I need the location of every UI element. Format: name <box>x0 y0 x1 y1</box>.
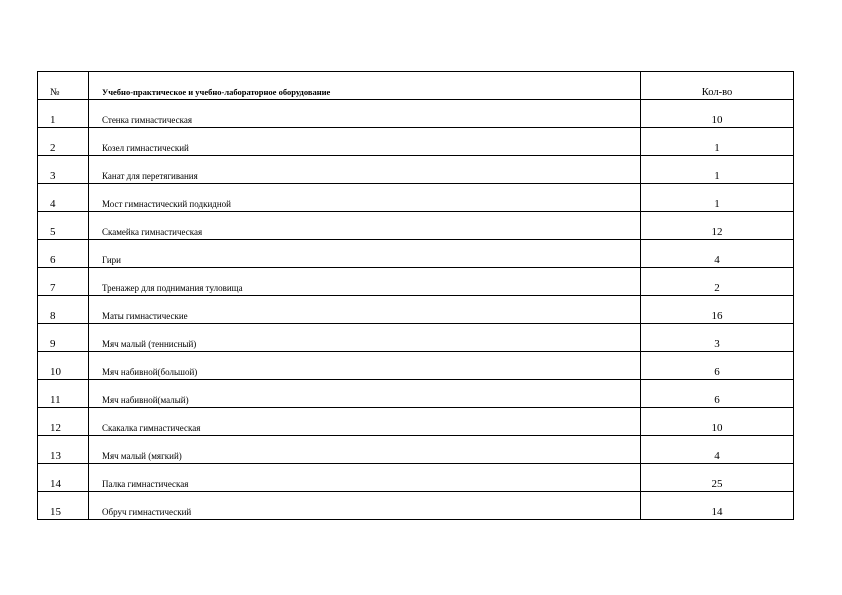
row-equipment-name: Стенка гимнастическая <box>89 100 641 128</box>
table-row <box>38 296 794 324</box>
table-row <box>38 156 794 184</box>
row-number: 3 <box>38 156 89 184</box>
row-number: 13 <box>38 436 89 464</box>
table-row <box>38 380 794 408</box>
row-number: 7 <box>38 268 89 296</box>
table-row <box>38 408 794 436</box>
header-quantity: Кол-во <box>641 72 794 100</box>
row-equipment-name: Гири <box>89 240 641 268</box>
row-equipment-name: Скамейка гимнастическая <box>89 212 641 240</box>
header-number: № <box>38 72 89 100</box>
table-row <box>38 100 794 128</box>
row-number: 14 <box>38 464 89 492</box>
row-equipment-name: Тренажер для поднимания туловища <box>89 268 641 296</box>
row-equipment-name: Мяч набивной(малый) <box>89 380 641 408</box>
row-number: 6 <box>38 240 89 268</box>
row-quantity: 16 <box>641 296 794 324</box>
row-number: 8 <box>38 296 89 324</box>
table-row <box>38 212 794 240</box>
row-equipment-name: Маты гимнастические <box>89 296 641 324</box>
row-number: 10 <box>38 352 89 380</box>
table-row <box>38 436 794 464</box>
row-quantity: 10 <box>641 100 794 128</box>
row-equipment-name: Мост гимнастический подкидной <box>89 184 641 212</box>
row-quantity: 3 <box>641 324 794 352</box>
row-quantity: 1 <box>641 184 794 212</box>
header-equipment: Учебно-практическое и учебно-лабораторное оборудование <box>89 72 641 100</box>
table-row <box>38 184 794 212</box>
row-quantity: 2 <box>641 268 794 296</box>
table-row <box>38 268 794 296</box>
row-number: 1 <box>38 100 89 128</box>
table-row <box>38 128 794 156</box>
table-row <box>38 464 794 492</box>
row-quantity: 4 <box>641 436 794 464</box>
table-row <box>38 240 794 268</box>
row-number: 5 <box>38 212 89 240</box>
row-quantity: 10 <box>641 408 794 436</box>
table-row <box>38 492 794 520</box>
row-equipment-name: Козел гимнастический <box>89 128 641 156</box>
row-number: 4 <box>38 184 89 212</box>
row-number: 2 <box>38 128 89 156</box>
row-number: 15 <box>38 492 89 520</box>
row-number: 12 <box>38 408 89 436</box>
row-equipment-name: Мяч малый (теннисный) <box>89 324 641 352</box>
row-quantity: 14 <box>641 492 794 520</box>
row-quantity: 4 <box>641 240 794 268</box>
row-quantity: 1 <box>641 128 794 156</box>
row-equipment-name: Канат для перетягивания <box>89 156 641 184</box>
row-equipment-name: Мяч малый (мягкий) <box>89 436 641 464</box>
row-quantity: 12 <box>641 212 794 240</box>
row-equipment-name: Обруч гимнастический <box>89 492 641 520</box>
row-equipment-name: Мяч набивной(большой) <box>89 352 641 380</box>
table-header-row <box>38 72 794 100</box>
row-quantity: 6 <box>641 352 794 380</box>
table-row <box>38 324 794 352</box>
row-equipment-name: Скакалка гимнастическая <box>89 408 641 436</box>
row-quantity: 25 <box>641 464 794 492</box>
row-quantity: 6 <box>641 380 794 408</box>
row-quantity: 1 <box>641 156 794 184</box>
row-equipment-name: Палка гимнастическая <box>89 464 641 492</box>
row-number: 11 <box>38 380 89 408</box>
equipment-table <box>37 71 794 520</box>
table-row <box>38 352 794 380</box>
row-number: 9 <box>38 324 89 352</box>
